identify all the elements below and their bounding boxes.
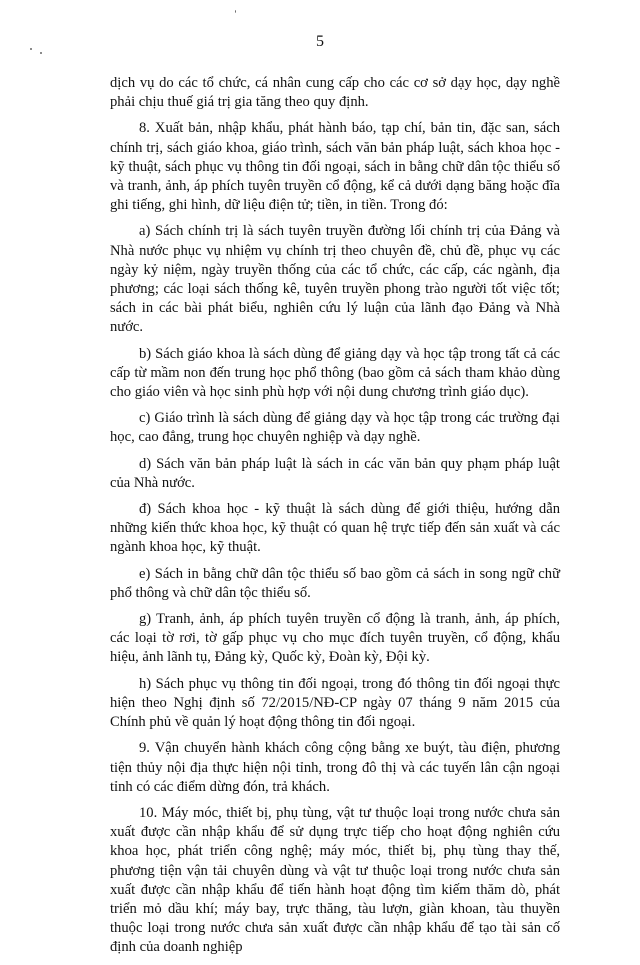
page-number: 5 xyxy=(316,33,324,50)
paragraph-item-8e: e) Sách in bằng chữ dân tộc thiểu số bao gồm cả sách in song ngữ chữ phổ thông và chữ dân tộc thiểu số. xyxy=(110,565,560,601)
paragraph-item-9: 9. Vận chuyển hành khách công cộng bằng xe buýt, tàu điện, phương tiện thủy nội địa thực hiện nội tỉnh, trong đô thị và các tuyến lân cận ngoại tỉnh có các điểm dừng đón, trả khách. xyxy=(110,740,560,795)
paragraph-continued: dịch vụ do các tổ chức, cá nhân cung cấp cho các cơ sở dạy học, dạy nghề phải chịu thuế giá trị gia tăng theo quy định. xyxy=(110,75,560,111)
paragraph-item-8h: h) Sách phục vụ thông tin đối ngoại, trong đó thông tin đối ngoại thực hiện theo Nghị định số 72/2015/NĐ-CP ngày 07 tháng 9 năm 2015 của Chính phủ về quản lý hoạt động thông tin đối ngoại. xyxy=(110,675,560,731)
paragraph-item-8d: d) Sách văn bản pháp luật là sách in các văn bản quy phạm pháp luật của Nhà nước. xyxy=(110,455,560,491)
scan-speck xyxy=(235,10,236,13)
paragraph-item-8b: b) Sách giáo khoa là sách dùng để giảng dạy và học tập trong tất cả các cấp từ mầm non đến trung học phổ thông (bao gồm cả sách tham khảo dùng cho giáo viên và học sinh phù hợp với nội dung chương trình giáo dục). xyxy=(110,345,560,401)
paragraph-item-8c: c) Giáo trình là sách dùng để giảng dạy và học tập trong các trường đại học, cao đẳng, trung học chuyên nghiệp và dạy nghề. xyxy=(110,410,560,446)
paragraph-item-8: 8. Xuất bản, nhập khẩu, phát hành báo, tạp chí, bản tin, đặc san, sách chính trị, sách giáo khoa, giáo trình, sách văn bản pháp luật, sách khoa học - kỹ thuật, sách phục vụ thông tin đối ngoại, sách in bằng chữ dân tộc thiểu số và tranh, ảnh, áp phích tuyên truyền cổ động, kể cả dưới dạng băng hoặc đĩa ghi tiếng, ghi hình, dữ liệu điện tử; tiền, in tiền. Trong đó: xyxy=(110,120,560,214)
paragraph-item-8a: a) Sách chính trị là sách tuyên truyền đường lối chính trị của Đảng và Nhà nước phục vụ nhiệm vụ chính trị theo chuyên đề, chủ đề, phục vụ các ngày kỷ niệm, ngày truyền thống của các tổ chức, các cấp, các ngành, địa phương; các loại sách thống kê, tuyên truyền phong trào người tốt việc tốt; sách in các bài phát biểu, nghiên cứu lý luận của lãnh đạo Đảng và Nhà nước. xyxy=(110,223,560,336)
scan-speck xyxy=(40,52,42,54)
paragraph-item-10: 10. Máy móc, thiết bị, phụ tùng, vật tư thuộc loại trong nước chưa sản xuất được cần nhập khẩu để sử dụng trực tiếp cho hoạt động nghiên cứu khoa học, phát triển công nghệ; máy móc, thiết bị, phụ tùng thay thế, phương tiện vận tải chuyên dùng và vật tư thuộc loại trong nước chưa sản xuất được cần nhập khẩu để tiến hành hoạt động tìm kiếm thăm dò, phát triển mỏ dầu khí; máy bay, trực thăng, tàu lượn, giàn khoan, tàu thuyền thuộc loại trong nước chưa sản xuất được cần nhập khẩu để tạo tài sản cố định của doanh nghiệp xyxy=(110,804,560,956)
document-body xyxy=(110,74,560,965)
paragraph-item-8dd: đ) Sách khoa học - kỹ thuật là sách dùng để giới thiệu, hướng dẫn những kiến thức khoa học, kỹ thuật có quan hệ trực tiếp đến sản xuất và các ngành khoa học, kỹ thuật. xyxy=(110,501,560,556)
paragraph-item-8g: g) Tranh, ảnh, áp phích tuyên truyền cổ động là tranh, ảnh, áp phích, các loại tờ rơi, tờ gấp phục vụ cho mục đích tuyên truyền, cổ động, khẩu hiệu, ảnh lãnh tụ, Đảng kỳ, Quốc kỳ, Đoàn kỳ, Đội kỳ. xyxy=(110,611,560,666)
